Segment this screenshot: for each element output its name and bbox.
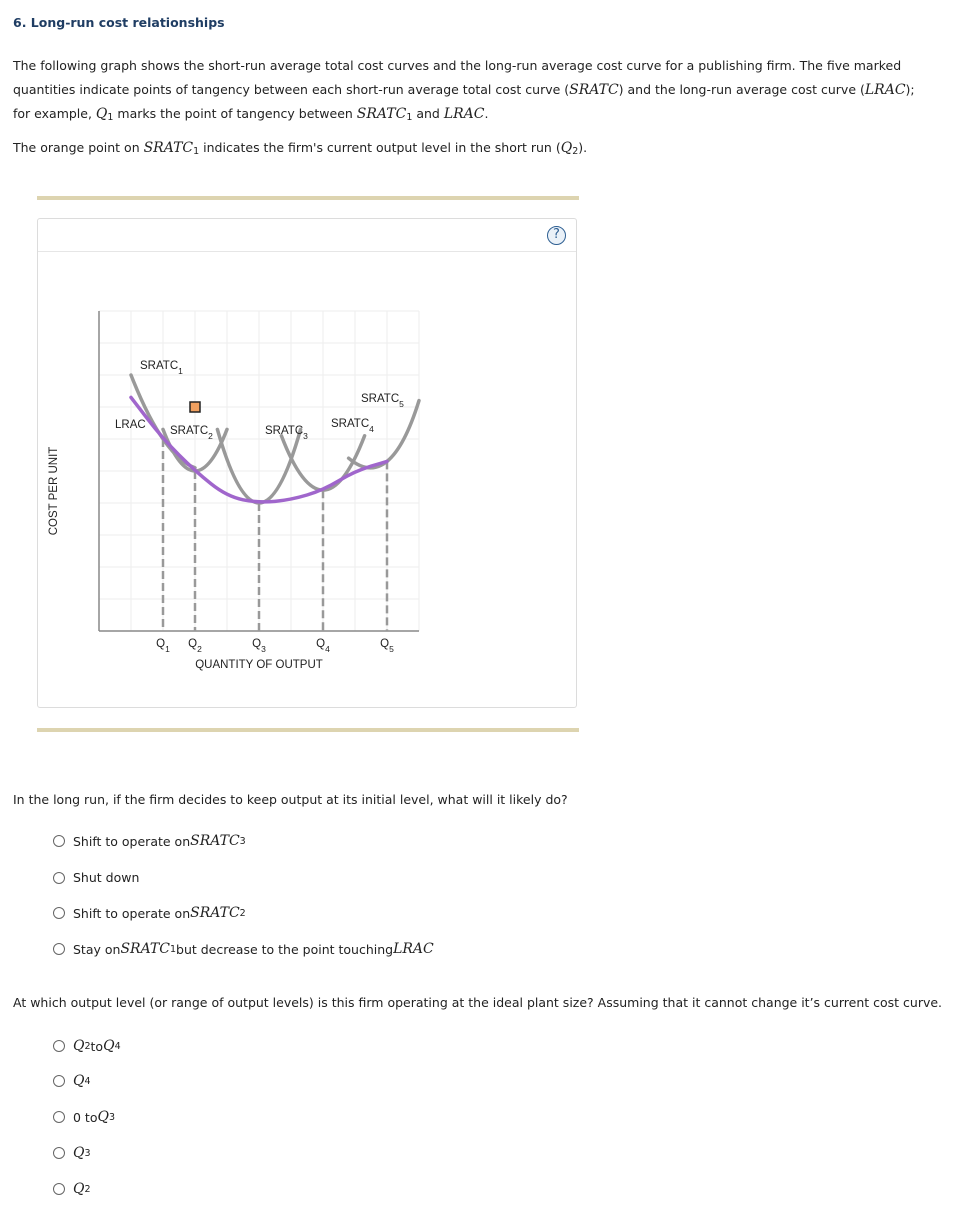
x-tick-label-q2: $Q_2$	[188, 638, 202, 654]
current-output-point	[190, 402, 200, 412]
graph-panel	[37, 218, 577, 708]
page-title: 6. Long-run cost relationships	[13, 15, 225, 30]
x-tick-label-q5: $Q_5$	[380, 638, 394, 654]
radio-button[interactable]	[53, 1040, 65, 1052]
lrac-label: LRAC	[115, 419, 146, 431]
sratc3-label: $SRATC_3$	[265, 425, 308, 441]
q2-option-q2[interactable]: Q 2	[53, 1181, 91, 1197]
cost-chart	[38, 219, 578, 709]
x-tick-label-q1: $Q_1$	[156, 638, 170, 654]
radio-button[interactable]	[53, 872, 65, 884]
sratc5-label: $SRATC_5$	[361, 393, 404, 409]
q1-option-shift-sratc3[interactable]: Shift to operate on SRATC 3	[53, 833, 246, 849]
intro-paragraph-2: The orange point on $SRATC_1$ indicates the firm's current output level in the short run $(Q_2)$.	[13, 140, 588, 157]
q2-option-q3[interactable]: Q 3	[53, 1145, 91, 1161]
q1-option-shut-down[interactable]: Shut down	[53, 870, 139, 885]
radio-button[interactable]	[53, 1147, 65, 1159]
help-icon[interactable]: ?	[547, 226, 566, 245]
q2-option-q2-to-q4[interactable]: Q 2 to Q 4	[53, 1038, 121, 1054]
q1-option-stay-sratc1[interactable]: Stay on SRATC 1 but decrease to the point touching LRAC	[53, 941, 434, 957]
q2-option-q4[interactable]: Q 4	[53, 1073, 91, 1089]
sratc4-label: $SRATC_4$	[331, 418, 374, 434]
x-axis-label: QUANTITY OF OUTPUT	[195, 659, 323, 671]
radio-button[interactable]	[53, 835, 65, 847]
top-divider	[37, 196, 579, 200]
y-axis-label: COST PER UNIT	[48, 446, 60, 536]
question-1: In the long run, if the firm decides to keep output at its initial level, what will it likely do?	[13, 792, 568, 807]
radio-button[interactable]	[53, 1183, 65, 1195]
sratc1-label: $SRATC_1$	[140, 360, 183, 376]
x-tick-label-q3: $Q_3$	[252, 638, 266, 654]
question-2: At which output level (or range of output levels) is this firm operating at the ideal plant size? Assuming that it cannot change it’s current cost curve.	[13, 995, 943, 1010]
sratc5-curve	[349, 401, 419, 468]
intro-paragraph: The following graph shows the short-run average total cost curves and the long-run average cost curve for a publishing firm. The five marked quantities indicate points of tangency between each short-run average total cost curve (SRATC) and the long-run average cost curve (LRAC); for example, $Q_1$ marks the point of tangency between $SRATC_1$ and LRAC.	[13, 58, 915, 123]
radio-button[interactable]	[53, 907, 65, 919]
x-tick-label-q4: $Q_4$	[316, 638, 330, 654]
q1-option-shift-sratc2[interactable]: Shift to operate on SRATC 2	[53, 905, 246, 921]
bottom-divider	[37, 728, 579, 732]
radio-button[interactable]	[53, 1075, 65, 1087]
sratc2-label: $SRATC_2$	[170, 425, 213, 441]
q2-option-0-to-q3[interactable]: 0 to Q 3	[53, 1109, 115, 1125]
radio-button[interactable]	[53, 1111, 65, 1123]
radio-button[interactable]	[53, 943, 65, 955]
